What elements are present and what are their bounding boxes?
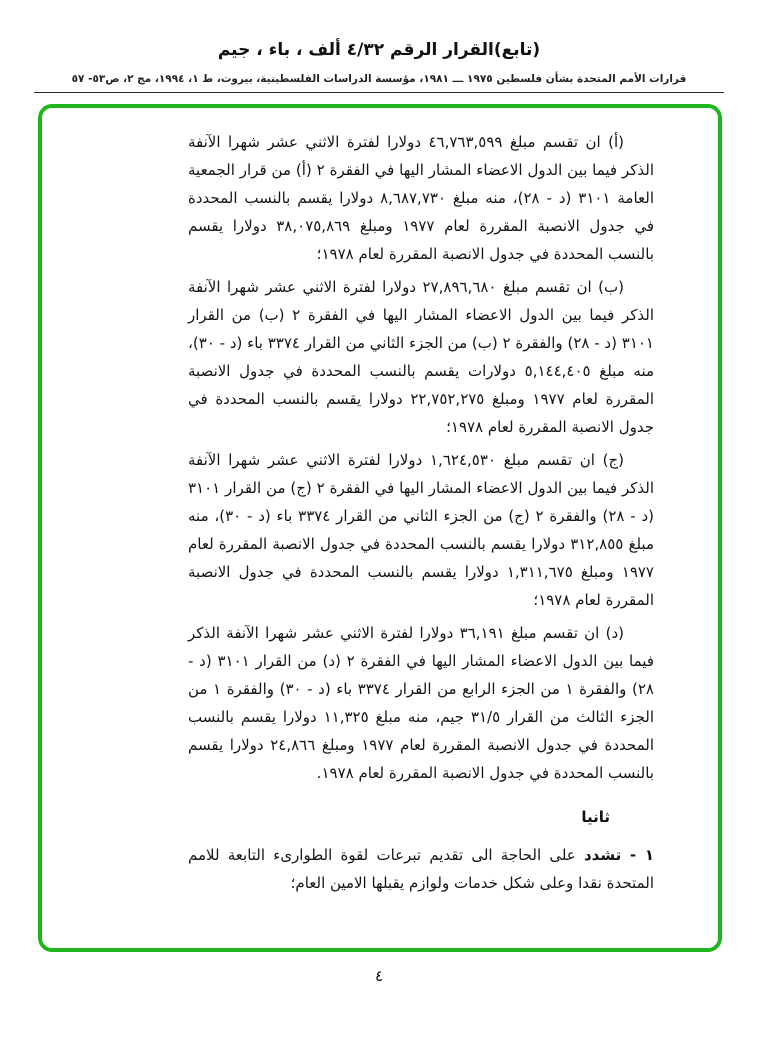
paragraph-a: (أ) ان تقسم مبلغ ٤٦,٧٦٣,٥٩٩ دولارا لفترة الاثني عشر شهرا الآنفة الذكر فيما بين الدول الاعضاء المشار اليها في الفقرة ٢ (أ) من قرار الجمعية العامة ٣١٠١ (د - ٢٨)، منه مبلغ ٨,٦٨٧,٧٣٠ دولارا يقسم بالنسب المحددة في جدول الانصبة المقررة لعام ١٩٧٧ ومبلغ ٣٨,٠٧٥,٨٦٩ دولارا يقسم بالنسب المحددة في جدول الانصبة المقررة لعام ١٩٧٨؛ xyxy=(188,133,655,263)
header-divider xyxy=(34,92,724,93)
list-item-1 xyxy=(188,841,654,897)
resolution-text xyxy=(42,108,718,897)
page-title: (تابع)القرار الرقم ٤/٣٢ ألف ، باء ، جيم xyxy=(217,40,541,60)
paragraph-b: (ب) ان تقسم مبلغ ٢٧,٨٩٦,٦٨٠ دولارا لفترة الاثني عشر شهرا الآنفة الذكر فيما بين الدول الاعضاء المشار اليها في الفقرة ٢ (ب) من القرار ٣١٠١ (د - ٢٨) والفقرة ٢ (ب) من الجزء الثاني من القرار ٣٣٧٤ باء (د - ٣٠)، منه مبلغ ٥,١٤٤,٤٠٥ دولارات يقسم بالنسب المحددة في جدول الانصبة المقررة لعام ١٩٧٧ ومبلغ ٢٢,٧٥٢,٢٧٥ دولارا يقسم بالنسب المحددة في جدول الانصبة المقررة لعام ١٩٧٨؛ xyxy=(188,278,655,436)
paragraph-d: (د) ان تقسم مبلغ ٣٦,١٩١ دولارا لفترة الاثني عشر شهرا الآنفة الذكر فيما بين الدول الاعضاء المشار اليها في الفقرة ٢ (د) من القرار ٣١٠١ (د - ٢٨) والفقرة ١ من الجزء الرابع من القرار ٣٣٧٤ باء (د - ٣٠) والفقرة ١ من الجزء الثالث من القرار ٣١/٥ جيم، منه مبلغ ١١,٣٢٥ دولارا يقسم بالنسب المحددة في جدول الانصبة المقررة لعام ١٩٧٧ ومبلغ ٢٤,٨٦٦ دولارا يقسم بالنسب المحددة في جدول الانصبة المقررة لعام ١٩٧٨. xyxy=(188,624,654,782)
paragraph-c: (ج) ان تقسم مبلغ ١,٦٢٤,٥٣٠ دولارا لفترة الاثني عشر شهرا الآنفة الذكر فيما بين الدول الاعضاء المشار اليها في الفقرة ٢ (ج) من القرار ٣١٠١ (د - ٢٨) والفقرة ٢ (ج) من الجزء الثاني من القرار ٣٣٧٤ باء (د - ٣٠)، منه مبلغ ٣١٢,٨٥٥ دولارا يقسم بالنسب المحددة في جدول الانصبة المقررة لعام ١٩٧٧ ومبلغ ١,٣١١,٦٧٥ دولارا يقسم بالنسب المحددة في جدول الانصبة المقررة لعام ١٩٧٨؛ xyxy=(188,451,654,609)
content-frame xyxy=(38,104,722,952)
page-number: ٤ xyxy=(374,967,384,985)
section-heading-thaniyan: ثانيا xyxy=(581,808,610,826)
list-item-1-text: على الحاجة الى تقديم تبرعات لقوة الطوارىء التابعة للامم المتحدة نقدا وعلى شكل خدمات ولوازم يقبلها الامين العام؛ xyxy=(188,846,654,892)
source-citation: قرارات الأمم المتحدة بشأن فلسطين ١٩٧٥ ـــ ١٩٨١، مؤسسة الدراسات الفلسطينية، بيروت، ط ١، ١٩٩٤، مج ٢، ص٥٣- ٥٧ xyxy=(71,73,687,85)
list-item-1-number: ١ - تشدد xyxy=(583,846,654,864)
document-header xyxy=(0,0,758,93)
